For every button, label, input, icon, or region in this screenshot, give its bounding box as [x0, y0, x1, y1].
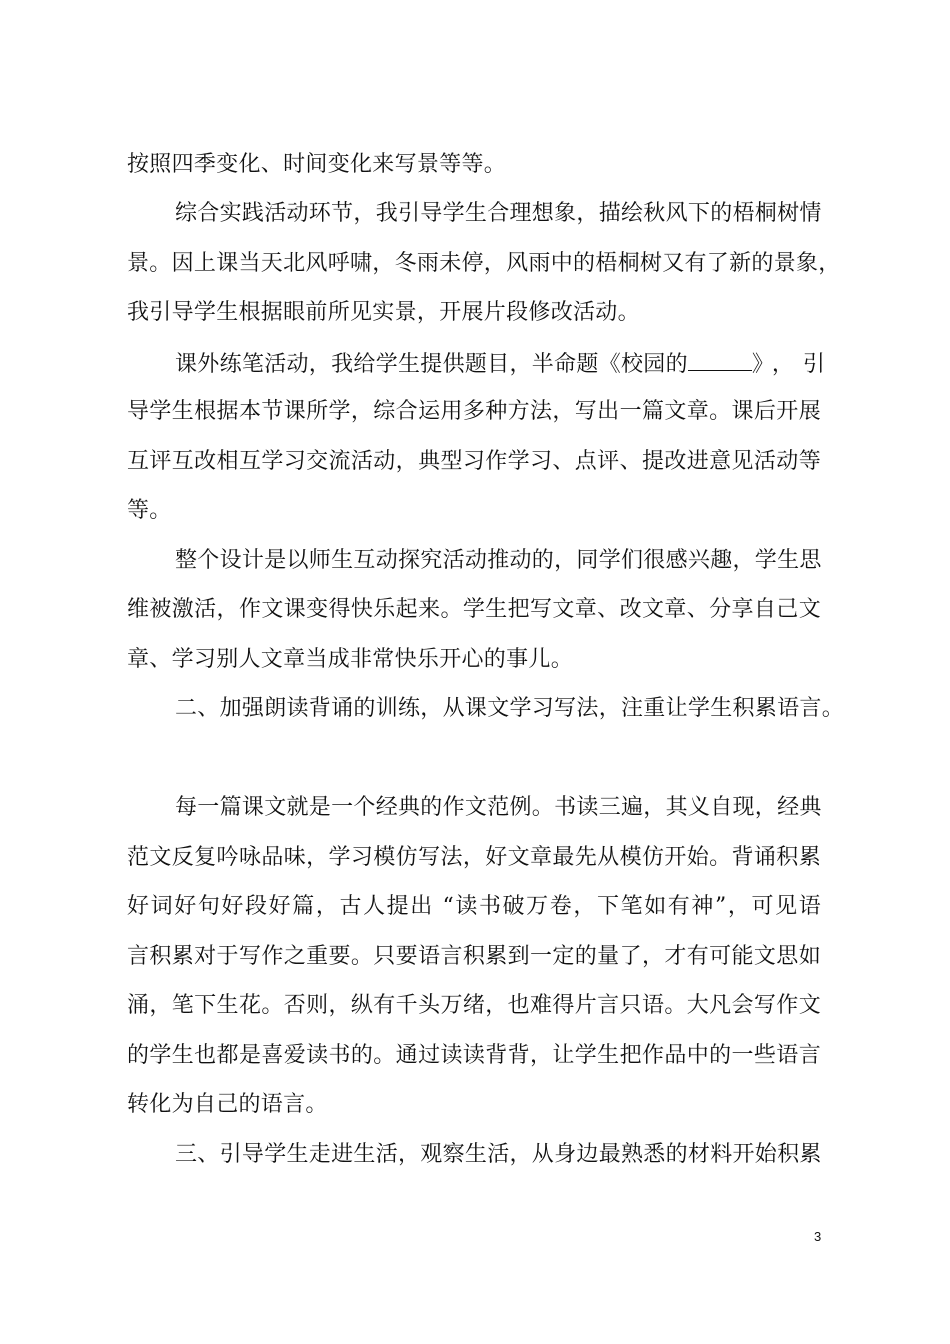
- paragraph-line: 综合实践活动环节，我引导学生合理想象，描绘秋风下的梧桐树情: [175, 201, 822, 226]
- paragraph-line: 涌，笔下生花。否则，纵有千头万绪，也难得片言只语。大凡会写作文: [127, 993, 821, 1018]
- paragraph-line: 等。: [127, 498, 172, 523]
- paragraph-line: 整个设计是以师生互动探究活动推动的，同学们很感兴趣，学生思: [175, 548, 822, 573]
- paragraph-line: 的学生也都是喜爱读书的。通过读读背背，让学生把作品中的一些语言: [127, 1043, 821, 1068]
- paragraph-line: 我引导学生根据眼前所见实景，开展片段修改活动。: [127, 300, 640, 325]
- paragraph-line: 章、学习别人文章当成非常快乐开心的事儿。: [127, 647, 574, 672]
- page-number: 3: [814, 1229, 822, 1244]
- section-heading: 三、引导学生走进生活，观察生活，从身边最熟悉的材料开始积累: [175, 1142, 822, 1167]
- paragraph-line: 言积累对于写作之重要。只要语言积累到一定的量了，才有可能文思如: [127, 944, 821, 969]
- paragraph-line: 好词好句好段好篇，古人提出 “读书破万卷，下笔如有神”，可见语: [127, 894, 821, 919]
- paragraph-line: 转化为自己的语言。: [127, 1092, 328, 1117]
- paragraph-line: 每一篇课文就是一个经典的作文范例。书读三遍，其义自现，经典: [175, 795, 822, 820]
- fill-in-blank: [688, 348, 752, 371]
- section-heading: 二、加强朗读背诵的训练，从课文学习写法，注重让学生积累语言。: [175, 696, 845, 721]
- paragraph-line: 互评互改相互学习交流活动，典型习作学习、点评、提改进意见活动等: [127, 449, 821, 474]
- paragraph-text: 课外练笔活动，我给学生提供题目，半命题《校园的: [175, 352, 688, 377]
- paragraph-line: 按照四季变化、时间变化来写景等等。: [127, 152, 507, 177]
- paragraph-text: 》，引: [751, 352, 834, 377]
- paragraph-line: 维被激活，作文课变得快乐起来。学生把写文章、改文章、分享自己文: [127, 597, 821, 622]
- paragraph-line: [175, 348, 834, 380]
- paragraph-line: 范文反复吟咏品味，学习模仿写法，好文章最先从模仿开始。背诵积累: [127, 845, 821, 870]
- paragraph-line: 导学生根据本节课所学，综合运用多种方法，写出一篇文章。课后开展: [127, 399, 821, 424]
- paragraph-line: 景。因上课当天北风呼啸，冬雨未停，风雨中的梧桐树又有了新的景象，: [127, 251, 841, 276]
